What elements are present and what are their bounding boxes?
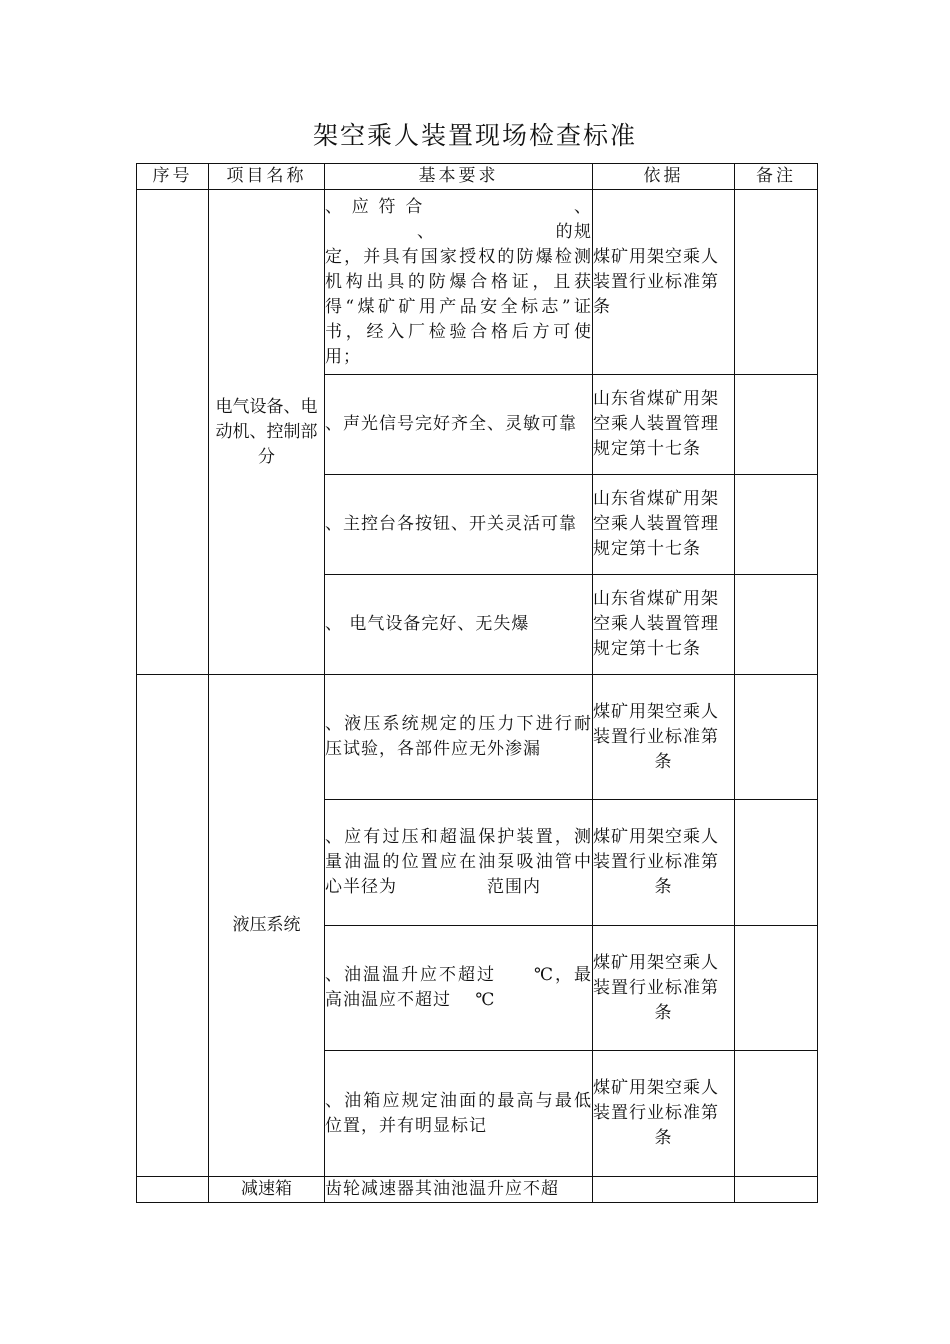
requirement-text: 、主控台各按钮、开关灵活可靠 bbox=[325, 514, 577, 534]
requirement-cell bbox=[325, 800, 593, 926]
requirement-text: 齿轮减速器其油池温升应不超 bbox=[325, 1179, 559, 1199]
basis-cell bbox=[593, 1177, 735, 1203]
table-header-row bbox=[137, 164, 818, 190]
remark-cell bbox=[735, 575, 818, 675]
requirement-cell bbox=[325, 1051, 593, 1177]
requirement-text: 、应有过压和超温保护装置，测量油温的位置应在油泵吸油管中心半径为 范围内 bbox=[325, 827, 592, 897]
seq-cell bbox=[137, 1177, 209, 1203]
requirement-text: 、油温温升应不超过 ℃，最高油温应不超过 ℃ bbox=[325, 965, 592, 1010]
item-name-cell: 电气设备、电动机、控制部分 bbox=[209, 190, 325, 675]
basis-tail-text: 条 bbox=[654, 1128, 673, 1148]
requirement-cell bbox=[325, 675, 593, 800]
requirement-cell bbox=[325, 475, 593, 575]
basis-cell bbox=[593, 575, 735, 675]
basis-text: 煤矿用架空乘人装置行业标准第 条 bbox=[593, 246, 773, 317]
basis-text: 山东省煤矿用架空乘人装置管理规定第十七条 bbox=[593, 589, 719, 659]
remark-cell bbox=[735, 675, 818, 800]
remark-cell bbox=[735, 800, 818, 926]
table-row bbox=[137, 675, 818, 800]
basis-text: 煤矿用架空乘人装置行业标准第 bbox=[593, 952, 719, 998]
table-row bbox=[137, 190, 818, 375]
remark-cell bbox=[735, 926, 818, 1051]
basis-text: 煤矿用架空乘人装置行业标准第 bbox=[593, 827, 719, 872]
seq-cell bbox=[137, 675, 209, 1177]
header-seq: 序号 bbox=[137, 164, 209, 190]
table-row bbox=[137, 1177, 818, 1203]
header-remark: 备注 bbox=[735, 164, 818, 190]
requirement-cell bbox=[325, 926, 593, 1051]
requirement-text: 、液压系统规定的压力下进行耐压试验，各部件应无外渗漏 bbox=[325, 714, 592, 759]
remark-cell bbox=[735, 1051, 818, 1177]
basis-text: 煤矿用架空乘人装置行业标准第 bbox=[593, 701, 719, 747]
requirement-text: 、声光信号完好齐全、灵敏可靠 bbox=[325, 414, 577, 434]
basis-tail-text: 条 bbox=[654, 877, 673, 897]
requirement-cell bbox=[325, 575, 593, 675]
remark-cell bbox=[735, 375, 818, 475]
basis-text: 山东省煤矿用架空乘人装置管理规定第十七条 bbox=[593, 489, 719, 559]
header-item-name: 项目名称 bbox=[209, 164, 325, 190]
requirement-text: 、 应 符 合 、 、 的规定，并具有国家授权的防爆检测机构出具的防爆合格证，且获得“煤矿矿用产品安全标志”证书，经入厂检验合格后方可使用； bbox=[325, 196, 592, 367]
remark-cell bbox=[735, 475, 818, 575]
remark-cell bbox=[735, 1177, 818, 1203]
basis-cell bbox=[593, 190, 773, 375]
basis-cell bbox=[593, 1051, 735, 1177]
basis-cell bbox=[593, 800, 735, 926]
basis-cell bbox=[593, 475, 735, 575]
document-title: 架空乘人装置现场检查标准 bbox=[312, 121, 637, 150]
basis-text: 山东省煤矿用架空乘人装置管理规定第十七条 bbox=[593, 389, 719, 459]
basis-text: 煤矿用架空乘人装置行业标准第 bbox=[593, 1078, 719, 1123]
basis-cell bbox=[593, 675, 735, 800]
requirement-cell bbox=[325, 375, 593, 475]
item-name-cell: 减速箱 bbox=[209, 1177, 325, 1203]
requirement-cell bbox=[325, 190, 593, 375]
requirement-cell bbox=[325, 1177, 593, 1203]
basis-tail-text: 条 bbox=[654, 751, 673, 772]
seq-cell bbox=[137, 190, 209, 675]
basis-tail-text: 条 bbox=[654, 1002, 673, 1023]
inspection-standard-table bbox=[136, 163, 818, 1203]
header-basis: 依据 bbox=[593, 164, 735, 190]
item-name-cell: 液压系统 bbox=[209, 675, 325, 1177]
basis-cell bbox=[593, 926, 735, 1051]
requirement-text: 、 电气设备完好、无失爆 bbox=[325, 614, 530, 634]
header-basic-requirement: 基本要求 bbox=[325, 164, 593, 190]
requirement-text: 、油箱应规定油面的最高与最低位置，并有明显标记 bbox=[325, 1090, 592, 1136]
basis-cell bbox=[593, 375, 735, 475]
